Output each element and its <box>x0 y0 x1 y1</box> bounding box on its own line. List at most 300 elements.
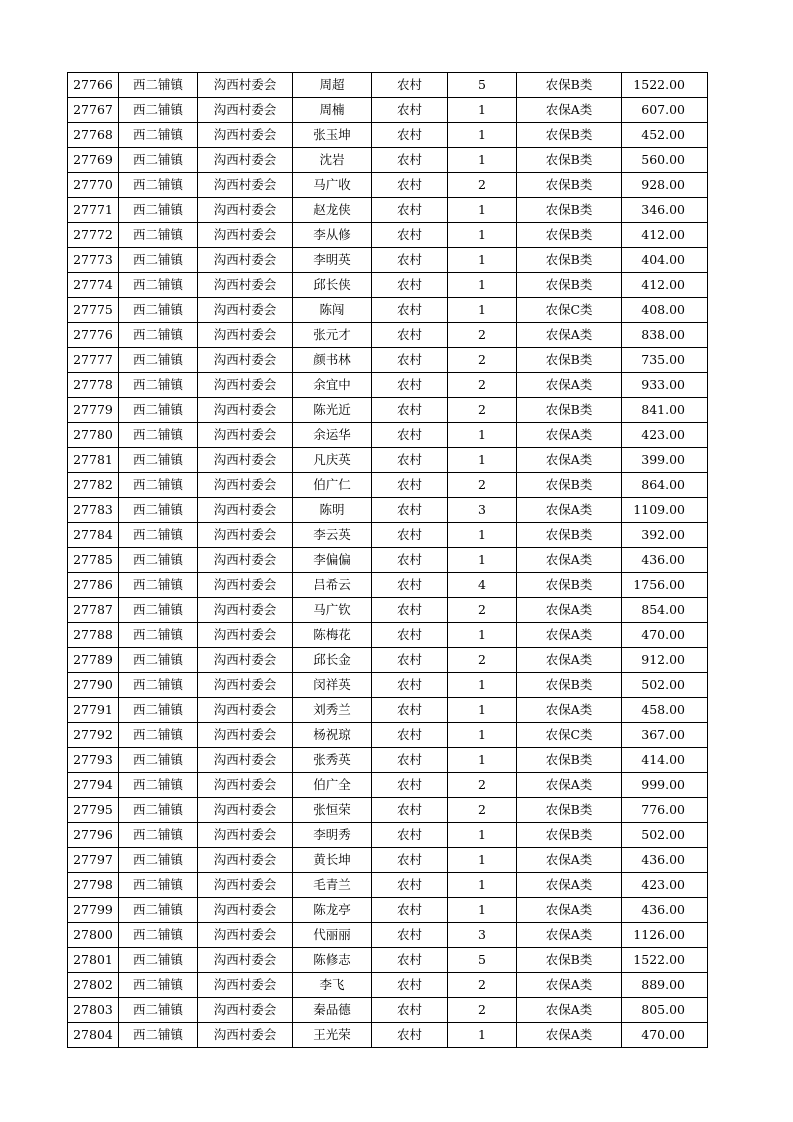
cell-insurance-category: 农保A类 <box>517 548 622 573</box>
cell-town: 西二铺镇 <box>119 998 198 1023</box>
cell-village-committee: 沟西村委会 <box>198 223 293 248</box>
cell-village-committee: 沟西村委会 <box>198 123 293 148</box>
cell-insurance-category: 农保A类 <box>517 773 622 798</box>
cell-insurance-category: 农保C类 <box>517 723 622 748</box>
cell-household-size: 1 <box>448 448 517 473</box>
cell-town: 西二铺镇 <box>119 698 198 723</box>
cell-insurance-category: 农保C类 <box>517 298 622 323</box>
table-row <box>68 473 708 498</box>
cell-area-type: 农村 <box>372 573 448 598</box>
table-row <box>68 198 708 223</box>
cell-amount: 1522.00 <box>622 948 708 973</box>
table-row <box>68 623 708 648</box>
cell-insurance-category: 农保B类 <box>517 273 622 298</box>
cell-household-size: 5 <box>448 73 517 98</box>
cell-area-type: 农村 <box>372 173 448 198</box>
cell-village-committee: 沟西村委会 <box>198 1023 293 1048</box>
cell-record-id: 27791 <box>68 698 119 723</box>
cell-household-size: 2 <box>448 373 517 398</box>
cell-household-size: 2 <box>448 648 517 673</box>
cell-record-id: 27782 <box>68 473 119 498</box>
cell-person-name: 凡庆英 <box>293 448 372 473</box>
table-row <box>68 948 708 973</box>
table-row <box>68 648 708 673</box>
cell-record-id: 27788 <box>68 623 119 648</box>
cell-area-type: 农村 <box>372 773 448 798</box>
cell-amount: 1109.00 <box>622 498 708 523</box>
cell-village-committee: 沟西村委会 <box>198 373 293 398</box>
cell-record-id: 27770 <box>68 173 119 198</box>
cell-person-name: 周超 <box>293 73 372 98</box>
table-row <box>68 448 708 473</box>
cell-insurance-category: 农保B类 <box>517 948 622 973</box>
cell-village-committee: 沟西村委会 <box>198 773 293 798</box>
cell-area-type: 农村 <box>372 1023 448 1048</box>
cell-household-size: 3 <box>448 923 517 948</box>
cell-person-name: 马广钦 <box>293 598 372 623</box>
cell-area-type: 农村 <box>372 823 448 848</box>
cell-person-name: 张元才 <box>293 323 372 348</box>
cell-household-size: 1 <box>448 198 517 223</box>
cell-person-name: 李飞 <box>293 973 372 998</box>
cell-household-size: 1 <box>448 423 517 448</box>
cell-town: 西二铺镇 <box>119 523 198 548</box>
cell-village-committee: 沟西村委会 <box>198 148 293 173</box>
cell-town: 西二铺镇 <box>119 923 198 948</box>
cell-insurance-category: 农保B类 <box>517 73 622 98</box>
cell-household-size: 1 <box>448 823 517 848</box>
cell-insurance-category: 农保A类 <box>517 98 622 123</box>
cell-area-type: 农村 <box>372 998 448 1023</box>
cell-person-name: 伯广全 <box>293 773 372 798</box>
cell-amount: 838.00 <box>622 323 708 348</box>
cell-person-name: 代丽丽 <box>293 923 372 948</box>
cell-record-id: 27792 <box>68 723 119 748</box>
cell-record-id: 27798 <box>68 873 119 898</box>
cell-insurance-category: 农保A类 <box>517 848 622 873</box>
cell-area-type: 农村 <box>372 123 448 148</box>
table-row <box>68 573 708 598</box>
cell-village-committee: 沟西村委会 <box>198 723 293 748</box>
cell-household-size: 1 <box>448 98 517 123</box>
table-row <box>68 873 708 898</box>
cell-town: 西二铺镇 <box>119 723 198 748</box>
cell-town: 西二铺镇 <box>119 498 198 523</box>
table-row <box>68 323 708 348</box>
table-row <box>68 248 708 273</box>
cell-insurance-category: 农保A类 <box>517 323 622 348</box>
cell-amount: 864.00 <box>622 473 708 498</box>
cell-area-type: 农村 <box>372 73 448 98</box>
cell-insurance-category: 农保B类 <box>517 223 622 248</box>
cell-amount: 436.00 <box>622 898 708 923</box>
cell-area-type: 农村 <box>372 223 448 248</box>
cell-insurance-category: 农保A类 <box>517 998 622 1023</box>
cell-household-size: 4 <box>448 573 517 598</box>
cell-village-committee: 沟西村委会 <box>198 173 293 198</box>
cell-record-id: 27800 <box>68 923 119 948</box>
cell-person-name: 李偏偏 <box>293 548 372 573</box>
cell-household-size: 1 <box>448 298 517 323</box>
table-row <box>68 498 708 523</box>
cell-insurance-category: 农保B类 <box>517 473 622 498</box>
cell-amount: 412.00 <box>622 223 708 248</box>
cell-insurance-category: 农保B类 <box>517 798 622 823</box>
cell-record-id: 27784 <box>68 523 119 548</box>
cell-record-id: 27793 <box>68 748 119 773</box>
cell-insurance-category: 农保A类 <box>517 448 622 473</box>
cell-household-size: 1 <box>448 873 517 898</box>
cell-amount: 1126.00 <box>622 923 708 948</box>
cell-town: 西二铺镇 <box>119 973 198 998</box>
cell-person-name: 张秀英 <box>293 748 372 773</box>
cell-area-type: 农村 <box>372 448 448 473</box>
cell-person-name: 陈龙亭 <box>293 898 372 923</box>
cell-household-size: 1 <box>448 848 517 873</box>
cell-insurance-category: 农保A类 <box>517 923 622 948</box>
cell-amount: 928.00 <box>622 173 708 198</box>
cell-village-committee: 沟西村委会 <box>198 648 293 673</box>
cell-town: 西二铺镇 <box>119 423 198 448</box>
table-row <box>68 848 708 873</box>
cell-household-size: 1 <box>448 223 517 248</box>
cell-person-name: 李云英 <box>293 523 372 548</box>
cell-town: 西二铺镇 <box>119 648 198 673</box>
cell-village-committee: 沟西村委会 <box>198 248 293 273</box>
cell-record-id: 27786 <box>68 573 119 598</box>
cell-amount: 346.00 <box>622 198 708 223</box>
cell-person-name: 李明秀 <box>293 823 372 848</box>
cell-town: 西二铺镇 <box>119 948 198 973</box>
cell-amount: 933.00 <box>622 373 708 398</box>
cell-village-committee: 沟西村委会 <box>198 348 293 373</box>
cell-town: 西二铺镇 <box>119 298 198 323</box>
table-row <box>68 773 708 798</box>
cell-record-id: 27779 <box>68 398 119 423</box>
cell-amount: 414.00 <box>622 748 708 773</box>
cell-town: 西二铺镇 <box>119 448 198 473</box>
table-row <box>68 898 708 923</box>
cell-household-size: 2 <box>448 598 517 623</box>
cell-village-committee: 沟西村委会 <box>198 273 293 298</box>
cell-record-id: 27774 <box>68 273 119 298</box>
cell-person-name: 闵祥英 <box>293 673 372 698</box>
cell-area-type: 农村 <box>372 648 448 673</box>
cell-village-committee: 沟西村委会 <box>198 748 293 773</box>
cell-insurance-category: 农保B类 <box>517 748 622 773</box>
cell-town: 西二铺镇 <box>119 323 198 348</box>
table-row <box>68 998 708 1023</box>
cell-record-id: 27789 <box>68 648 119 673</box>
cell-record-id: 27777 <box>68 348 119 373</box>
cell-amount: 607.00 <box>622 98 708 123</box>
cell-amount: 502.00 <box>622 673 708 698</box>
cell-household-size: 2 <box>448 998 517 1023</box>
cell-amount: 912.00 <box>622 648 708 673</box>
cell-village-committee: 沟西村委会 <box>198 798 293 823</box>
cell-insurance-category: 农保A类 <box>517 373 622 398</box>
table-row <box>68 823 708 848</box>
cell-area-type: 农村 <box>372 798 448 823</box>
cell-household-size: 1 <box>448 548 517 573</box>
cell-area-type: 农村 <box>372 198 448 223</box>
table-row <box>68 973 708 998</box>
cell-record-id: 27787 <box>68 598 119 623</box>
cell-town: 西二铺镇 <box>119 348 198 373</box>
cell-insurance-category: 农保A类 <box>517 648 622 673</box>
cell-record-id: 27773 <box>68 248 119 273</box>
cell-amount: 436.00 <box>622 548 708 573</box>
cell-household-size: 1 <box>448 723 517 748</box>
cell-household-size: 1 <box>448 673 517 698</box>
cell-village-committee: 沟西村委会 <box>198 823 293 848</box>
cell-area-type: 农村 <box>372 373 448 398</box>
cell-town: 西二铺镇 <box>119 123 198 148</box>
table-row <box>68 923 708 948</box>
cell-area-type: 农村 <box>372 898 448 923</box>
cell-town: 西二铺镇 <box>119 373 198 398</box>
table-row <box>68 398 708 423</box>
cell-person-name: 邱长侠 <box>293 273 372 298</box>
cell-village-committee: 沟西村委会 <box>198 323 293 348</box>
records-table-body <box>68 73 708 1048</box>
cell-household-size: 3 <box>448 498 517 523</box>
cell-person-name: 陈明 <box>293 498 372 523</box>
cell-amount: 1522.00 <box>622 73 708 98</box>
cell-area-type: 农村 <box>372 348 448 373</box>
cell-insurance-category: 农保B类 <box>517 348 622 373</box>
cell-insurance-category: 农保A类 <box>517 623 622 648</box>
cell-village-committee: 沟西村委会 <box>198 623 293 648</box>
cell-household-size: 2 <box>448 773 517 798</box>
cell-household-size: 1 <box>448 148 517 173</box>
cell-insurance-category: 农保B类 <box>517 198 622 223</box>
cell-insurance-category: 农保B类 <box>517 248 622 273</box>
cell-village-committee: 沟西村委会 <box>198 548 293 573</box>
cell-insurance-category: 农保A类 <box>517 423 622 448</box>
cell-insurance-category: 农保B类 <box>517 123 622 148</box>
cell-village-committee: 沟西村委会 <box>198 898 293 923</box>
cell-record-id: 27776 <box>68 323 119 348</box>
cell-record-id: 27796 <box>68 823 119 848</box>
cell-insurance-category: 农保A类 <box>517 698 622 723</box>
cell-amount: 458.00 <box>622 698 708 723</box>
cell-person-name: 陈梅花 <box>293 623 372 648</box>
cell-insurance-category: 农保A类 <box>517 498 622 523</box>
cell-village-committee: 沟西村委会 <box>198 423 293 448</box>
cell-town: 西二铺镇 <box>119 1023 198 1048</box>
cell-insurance-category: 农保A类 <box>517 1023 622 1048</box>
table-row <box>68 223 708 248</box>
cell-area-type: 农村 <box>372 273 448 298</box>
cell-area-type: 农村 <box>372 848 448 873</box>
table-row <box>68 548 708 573</box>
cell-household-size: 1 <box>448 523 517 548</box>
table-row <box>68 1023 708 1048</box>
cell-household-size: 2 <box>448 173 517 198</box>
cell-village-committee: 沟西村委会 <box>198 598 293 623</box>
cell-town: 西二铺镇 <box>119 898 198 923</box>
cell-village-committee: 沟西村委会 <box>198 848 293 873</box>
cell-area-type: 农村 <box>372 298 448 323</box>
cell-insurance-category: 农保B类 <box>517 148 622 173</box>
cell-person-name: 赵龙侠 <box>293 198 372 223</box>
cell-amount: 399.00 <box>622 448 708 473</box>
cell-record-id: 27802 <box>68 973 119 998</box>
cell-village-committee: 沟西村委会 <box>198 948 293 973</box>
cell-record-id: 27769 <box>68 148 119 173</box>
cell-amount: 889.00 <box>622 973 708 998</box>
cell-person-name: 马广收 <box>293 173 372 198</box>
cell-person-name: 李明英 <box>293 248 372 273</box>
cell-village-committee: 沟西村委会 <box>198 923 293 948</box>
cell-record-id: 27771 <box>68 198 119 223</box>
cell-area-type: 农村 <box>372 473 448 498</box>
cell-insurance-category: 农保B类 <box>517 398 622 423</box>
cell-town: 西二铺镇 <box>119 98 198 123</box>
cell-village-committee: 沟西村委会 <box>198 573 293 598</box>
cell-area-type: 农村 <box>372 98 448 123</box>
cell-amount: 423.00 <box>622 423 708 448</box>
cell-amount: 854.00 <box>622 598 708 623</box>
table-row <box>68 148 708 173</box>
cell-record-id: 27797 <box>68 848 119 873</box>
cell-amount: 392.00 <box>622 523 708 548</box>
cell-household-size: 1 <box>448 1023 517 1048</box>
cell-record-id: 27781 <box>68 448 119 473</box>
cell-amount: 408.00 <box>622 298 708 323</box>
cell-town: 西二铺镇 <box>119 223 198 248</box>
cell-town: 西二铺镇 <box>119 398 198 423</box>
cell-record-id: 27768 <box>68 123 119 148</box>
records-table <box>67 72 708 1048</box>
cell-area-type: 农村 <box>372 698 448 723</box>
cell-record-id: 27778 <box>68 373 119 398</box>
table-row <box>68 123 708 148</box>
table-row <box>68 423 708 448</box>
cell-town: 西二铺镇 <box>119 573 198 598</box>
cell-village-committee: 沟西村委会 <box>198 98 293 123</box>
cell-town: 西二铺镇 <box>119 273 198 298</box>
cell-household-size: 1 <box>448 748 517 773</box>
cell-town: 西二铺镇 <box>119 848 198 873</box>
cell-person-name: 杨祝琼 <box>293 723 372 748</box>
cell-person-name: 余宜中 <box>293 373 372 398</box>
cell-town: 西二铺镇 <box>119 798 198 823</box>
cell-record-id: 27785 <box>68 548 119 573</box>
cell-person-name: 颜书林 <box>293 348 372 373</box>
cell-household-size: 1 <box>448 698 517 723</box>
cell-amount: 841.00 <box>622 398 708 423</box>
cell-amount: 470.00 <box>622 1023 708 1048</box>
table-row <box>68 298 708 323</box>
cell-amount: 470.00 <box>622 623 708 648</box>
cell-area-type: 农村 <box>372 523 448 548</box>
cell-household-size: 2 <box>448 973 517 998</box>
table-row <box>68 598 708 623</box>
cell-amount: 560.00 <box>622 148 708 173</box>
cell-person-name: 吕希云 <box>293 573 372 598</box>
cell-person-name: 毛青兰 <box>293 873 372 898</box>
table-row <box>68 698 708 723</box>
cell-person-name: 张玉坤 <box>293 123 372 148</box>
cell-person-name: 余运华 <box>293 423 372 448</box>
cell-record-id: 27803 <box>68 998 119 1023</box>
cell-record-id: 27772 <box>68 223 119 248</box>
cell-town: 西二铺镇 <box>119 248 198 273</box>
table-row <box>68 173 708 198</box>
cell-village-committee: 沟西村委会 <box>198 673 293 698</box>
cell-amount: 1756.00 <box>622 573 708 598</box>
cell-record-id: 27767 <box>68 98 119 123</box>
cell-town: 西二铺镇 <box>119 823 198 848</box>
cell-town: 西二铺镇 <box>119 73 198 98</box>
cell-village-committee: 沟西村委会 <box>198 448 293 473</box>
cell-person-name: 沈岩 <box>293 148 372 173</box>
cell-person-name: 邱长金 <box>293 648 372 673</box>
cell-household-size: 2 <box>448 798 517 823</box>
table-row <box>68 723 708 748</box>
cell-village-committee: 沟西村委会 <box>198 198 293 223</box>
cell-household-size: 1 <box>448 123 517 148</box>
cell-insurance-category: 农保B类 <box>517 173 622 198</box>
cell-record-id: 27790 <box>68 673 119 698</box>
cell-insurance-category: 农保B类 <box>517 673 622 698</box>
cell-amount: 423.00 <box>622 873 708 898</box>
cell-area-type: 农村 <box>372 423 448 448</box>
cell-insurance-category: 农保B类 <box>517 523 622 548</box>
cell-person-name: 秦品德 <box>293 998 372 1023</box>
cell-village-committee: 沟西村委会 <box>198 873 293 898</box>
table-row <box>68 98 708 123</box>
cell-amount: 805.00 <box>622 998 708 1023</box>
cell-area-type: 农村 <box>372 948 448 973</box>
cell-person-name: 周楠 <box>293 98 372 123</box>
cell-insurance-category: 农保A类 <box>517 898 622 923</box>
cell-town: 西二铺镇 <box>119 473 198 498</box>
table-row <box>68 798 708 823</box>
cell-town: 西二铺镇 <box>119 748 198 773</box>
cell-person-name: 陈闯 <box>293 298 372 323</box>
cell-insurance-category: 农保B类 <box>517 823 622 848</box>
cell-village-committee: 沟西村委会 <box>198 523 293 548</box>
cell-area-type: 农村 <box>372 723 448 748</box>
cell-town: 西二铺镇 <box>119 598 198 623</box>
cell-area-type: 农村 <box>372 748 448 773</box>
cell-record-id: 27801 <box>68 948 119 973</box>
cell-area-type: 农村 <box>372 923 448 948</box>
cell-town: 西二铺镇 <box>119 173 198 198</box>
cell-amount: 776.00 <box>622 798 708 823</box>
cell-household-size: 5 <box>448 948 517 973</box>
cell-record-id: 27799 <box>68 898 119 923</box>
cell-insurance-category: 农保B类 <box>517 573 622 598</box>
cell-amount: 367.00 <box>622 723 708 748</box>
cell-amount: 412.00 <box>622 273 708 298</box>
cell-person-name: 伯广仁 <box>293 473 372 498</box>
cell-amount: 999.00 <box>622 773 708 798</box>
cell-area-type: 农村 <box>372 973 448 998</box>
table-row <box>68 73 708 98</box>
cell-area-type: 农村 <box>372 548 448 573</box>
cell-area-type: 农村 <box>372 623 448 648</box>
cell-household-size: 1 <box>448 623 517 648</box>
cell-area-type: 农村 <box>372 598 448 623</box>
table-row <box>68 673 708 698</box>
cell-area-type: 农村 <box>372 498 448 523</box>
cell-person-name: 刘秀兰 <box>293 698 372 723</box>
cell-village-committee: 沟西村委会 <box>198 473 293 498</box>
